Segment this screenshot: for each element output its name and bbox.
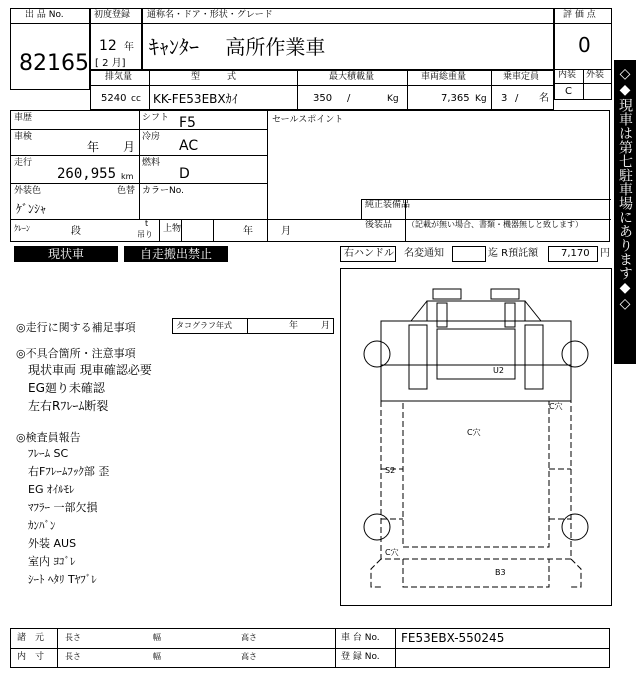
no-self-drive-badge: 自走搬出禁止 xyxy=(124,246,228,262)
crane-lift-t: t xyxy=(145,219,149,228)
shift: F5 xyxy=(179,115,196,131)
options-label: 純正装備品 xyxy=(365,200,411,210)
capacity: 3 xyxy=(501,93,508,104)
mileage-label: 走行 xyxy=(14,158,33,168)
interior-grade-label: 内装 xyxy=(558,70,577,80)
rating-box xyxy=(554,8,612,100)
dims-width-label: 幅 xyxy=(153,633,161,642)
right-hand-drive-label: 右ハンドル xyxy=(344,248,394,259)
displacement: 5240 xyxy=(101,93,127,104)
fuel: D xyxy=(179,166,190,182)
capacity-label: 乗車定員 xyxy=(503,72,540,82)
registration-year-unit: 年 xyxy=(124,42,134,53)
first-registration-label: 初度登録 xyxy=(94,10,131,20)
truck-outline xyxy=(341,269,611,605)
inspector-item: 右Fﾌﾚｰﾑﾌｯｸ部 歪 xyxy=(28,465,110,478)
inspector-item: ﾏﾌﾗｰ 一部欠損 xyxy=(28,501,98,514)
lot-number-box xyxy=(10,8,90,90)
interior-dims-label: 内 寸 xyxy=(17,652,45,662)
overall-rating: 0 xyxy=(578,33,591,57)
registration-month: [ 2 月] xyxy=(95,58,126,69)
interior-height-label: 高さ xyxy=(241,652,257,661)
recycle-deposit-unit: 円 xyxy=(600,248,610,259)
spec-row xyxy=(90,70,554,110)
shaken-month-unit: 月 xyxy=(123,140,136,154)
name-change-label: 名変通知 xyxy=(404,248,444,259)
damage-diagram xyxy=(340,268,612,606)
vehicle-name: ｷｬﾝﾀｰ 高所作業車 xyxy=(149,35,326,59)
dims-length-label: 長さ xyxy=(65,633,81,642)
damage-mark: C穴 xyxy=(549,402,563,411)
defect-item: 左右Rﾌﾚｰﾑ断裂 xyxy=(28,399,109,413)
interior-grade: C xyxy=(565,86,572,97)
damage-mark: S2 xyxy=(385,466,396,475)
crane-lift-label: 吊り xyxy=(137,230,153,239)
tachograph-year-unit: 年 xyxy=(289,321,299,331)
recycle-deposit-amount: 7,170 xyxy=(561,248,590,259)
details-block xyxy=(10,110,610,242)
registration-year: 12 xyxy=(99,38,117,54)
registration-number-label: 登 録 No. xyxy=(341,652,380,662)
damage-mark: C穴 xyxy=(385,548,399,557)
vehicle-name-label: 通称名・ドア・形状・グレード xyxy=(147,10,273,20)
mileage-unit: km xyxy=(121,172,134,181)
capacity-sep: / xyxy=(515,93,519,104)
chassis-number-label: 車 台 No. xyxy=(341,633,380,643)
gross-weight: 7,365 xyxy=(441,93,470,104)
displacement-unit: cc xyxy=(131,94,141,104)
inspector-item: 室内 ﾖｺﾞﾚ xyxy=(28,555,76,568)
gross-weight-unit: Kg xyxy=(475,94,487,104)
crane-label: ｸﾚｰﾝ xyxy=(14,224,30,233)
fuel-label: 燃料 xyxy=(142,158,161,168)
model-code: KK-FE53EBXｶｲ xyxy=(153,92,238,106)
inspector-title: ◎検査員報告 xyxy=(16,431,81,444)
max-load-sep: / xyxy=(347,93,351,104)
selling-points-label: セールスポイント xyxy=(272,115,344,125)
shift-label: シフト xyxy=(142,113,170,123)
max-load: 350 xyxy=(313,93,333,104)
inspector-item: 外装 AUS xyxy=(28,537,77,550)
lot-number-label: 出 品 No. xyxy=(25,10,64,20)
inspector-item: EG ｵｲﾙﾓﾚ xyxy=(28,483,75,496)
name-change-value xyxy=(452,246,486,262)
ac: AC xyxy=(179,138,199,154)
tachograph-box xyxy=(172,318,334,334)
vehicle-name-box xyxy=(142,8,554,70)
upper-year-unit: 年 xyxy=(243,226,253,237)
recycle-deposit-box xyxy=(548,246,598,262)
damage-mark: U2 xyxy=(493,366,504,375)
color-change-label: 色替 xyxy=(117,186,136,196)
damage-mark: B3 xyxy=(495,568,506,577)
recycle-deposit-label: 迄 R預託額 xyxy=(488,248,539,259)
history-label: 車歴 xyxy=(14,113,33,123)
max-load-label: 最大積載量 xyxy=(329,72,375,82)
inspector-item: ｼｰﾄ ﾍﾀﾘ Tﾔﾌﾞﾚ xyxy=(28,573,97,586)
inspector-item: ﾌﾚｰﾑ SC xyxy=(28,447,69,460)
dimensions-label: 諸 元 xyxy=(17,633,45,643)
max-load-unit: Kg xyxy=(387,94,399,104)
retrofit-label: 後装品 xyxy=(365,220,393,230)
ac-label: 冷房 xyxy=(142,132,161,142)
upper-body-label: 上物 xyxy=(163,224,182,234)
shaken-label: 車検 xyxy=(14,132,33,142)
mileage: 260,955 xyxy=(57,166,117,182)
first-registration-box xyxy=(90,8,142,70)
tachograph-label: タコグラフ年式 xyxy=(176,321,232,330)
crane-stage-unit: 段 xyxy=(71,226,81,237)
rating-label: 評 価 点 xyxy=(563,10,596,20)
footer-table xyxy=(10,628,610,668)
exterior-color-label: 外装色 xyxy=(14,186,42,196)
capacity-unit: 名 xyxy=(539,93,549,104)
defect-item: EG廻り未確認 xyxy=(28,381,105,395)
gross-weight-label: 車両総重量 xyxy=(421,72,467,82)
retrofit-note: （記載が無い場合、書類・機器無しと致します） xyxy=(407,220,583,229)
running-notes-title: ◎走行に関する補足事項 xyxy=(16,321,136,334)
as-is-badge: 現状車 xyxy=(14,246,118,262)
shaken-year-unit: 年 xyxy=(87,140,100,154)
lot-number: 82165 xyxy=(19,51,89,76)
interior-width-label: 幅 xyxy=(153,652,161,661)
defect-item: 現状車両 現車確認必要 xyxy=(28,363,152,377)
displacement-label: 排気量 xyxy=(105,72,133,82)
tachograph-month-unit: 月 xyxy=(321,321,331,331)
inspector-item: ｶﾝﾊﾞﾝ xyxy=(28,519,56,532)
color-code-label: カラーNo. xyxy=(142,186,184,196)
right-hand-drive-box xyxy=(340,246,396,262)
parking-notice-text: ◇◆現車は第七駐車場にあります◆◇ xyxy=(617,66,633,312)
exterior-color: ｹﾞﾝｼｬ xyxy=(16,202,47,216)
interior-length-label: 長さ xyxy=(65,652,81,661)
defects-title: ◎不具合箇所・注意事項 xyxy=(16,347,136,360)
dims-height-label: 高さ xyxy=(241,633,257,642)
model-label: 型 式 xyxy=(191,72,237,82)
chassis-number: FE53EBX-550245 xyxy=(401,631,505,645)
upper-month-unit: 月 xyxy=(281,226,291,237)
damage-mark: C穴 xyxy=(467,428,481,437)
exterior-grade-label: 外装 xyxy=(586,70,605,80)
side-parking-notice xyxy=(614,60,636,364)
